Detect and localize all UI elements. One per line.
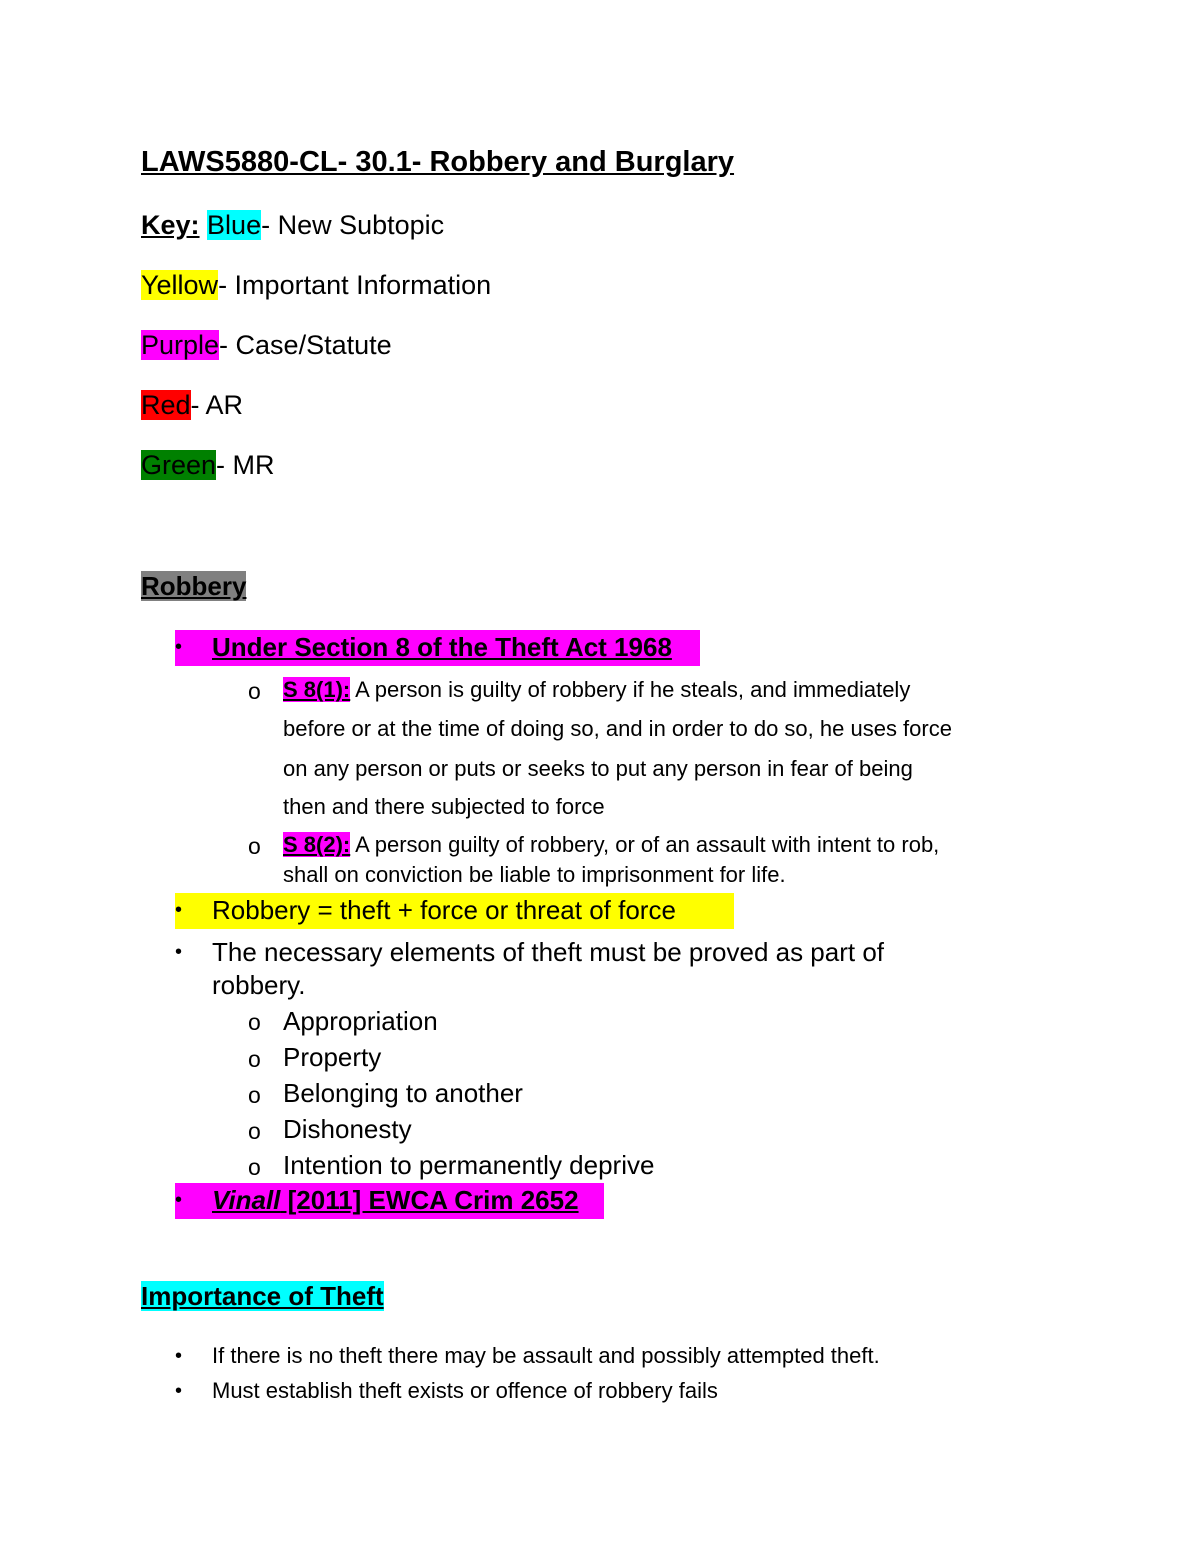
s82-line-2: shall on conviction be liable to imprisonment for life. [283,862,786,887]
key-word-purple: Purple [141,330,220,360]
element-item: Intention to permanently deprive [283,1150,655,1180]
bullet-icon: • [175,1345,183,1367]
key-word-red: Red [141,390,191,420]
bullet-icon: • [175,941,183,963]
key-line-purple [141,330,392,361]
bullet-icon: • [175,899,183,921]
element-item: Dishonesty [283,1114,412,1144]
s81-text-1: A person is guilty of robbery if he steals, and immediately [350,677,911,702]
circle-bullet-icon: o [248,1046,261,1072]
circle-bullet-icon: o [248,1118,261,1144]
elements-line-1: The necessary elements of theft must be proved as part of [212,937,885,967]
key-word-green: Green [141,450,217,480]
robbery-equation: Robbery = theft + force or threat of force [212,895,676,925]
element-item: Appropriation [283,1006,438,1036]
s81-line-1 [283,677,910,703]
bullet-icon: • [175,1380,183,1402]
s82-text-1: A person guilty of robbery, or of an assault with intent to rob, [350,832,940,857]
document-title: LAWS5880-CL- 30.1- Robbery and Burglary [141,146,735,178]
key-line-red [141,390,243,421]
key-word-blue: Blue [207,210,262,240]
robbery-heading-text: Robbery [141,571,247,601]
circle-bullet-icon: o [248,678,261,704]
key-desc-blue: - New Subtopic [261,210,445,240]
circle-bullet-icon: o [248,1154,261,1180]
importance-item: If there is no theft there may be assault and possibly attempted theft. [212,1343,880,1368]
vinall-case [212,1185,579,1216]
s81-label: S 8(1): [283,677,351,702]
key-word-yellow: Yellow [141,270,219,300]
key-line-yellow [141,270,491,301]
s81-line-4: then and there subjected to force [283,794,605,819]
s81-line-2: before or at the time of doing so, and in order to do so, he uses force [283,716,952,741]
circle-bullet-icon: o [248,1009,261,1035]
element-item: Belonging to another [283,1078,523,1108]
vinall-case-citation: [2011] EWCA Crim 2652 [280,1185,579,1215]
circle-bullet-icon: o [248,1082,261,1108]
element-item: Property [283,1042,382,1072]
key-label: Key: [141,210,200,240]
importance-heading [141,1281,384,1312]
circle-bullet-icon: o [248,833,261,859]
key-desc-purple: - Case/Statute [219,330,392,360]
importance-heading-text: Importance of Theft [141,1281,384,1311]
key-line-green [141,450,275,481]
s82-line-1 [283,832,939,858]
bullet-icon: • [175,636,183,658]
vinall-case-name: Vinall [212,1185,281,1215]
key-line-blue [141,210,444,241]
s82-label: S 8(2): [283,832,351,857]
key-desc-red: - AR [190,390,244,420]
key-desc-yellow: - Important Information [218,270,492,300]
importance-item: Must establish theft exists or offence of robbery fails [212,1378,718,1403]
key-desc-green: - MR [216,450,275,480]
robbery-heading [141,571,246,602]
section-8-heading: Under Section 8 of the Theft Act 1968 [212,632,672,662]
bullet-icon: • [175,1189,183,1211]
elements-line-2: robbery. [212,970,306,1000]
s81-line-3: on any person or puts or seeks to put any person in fear of being [283,756,913,781]
